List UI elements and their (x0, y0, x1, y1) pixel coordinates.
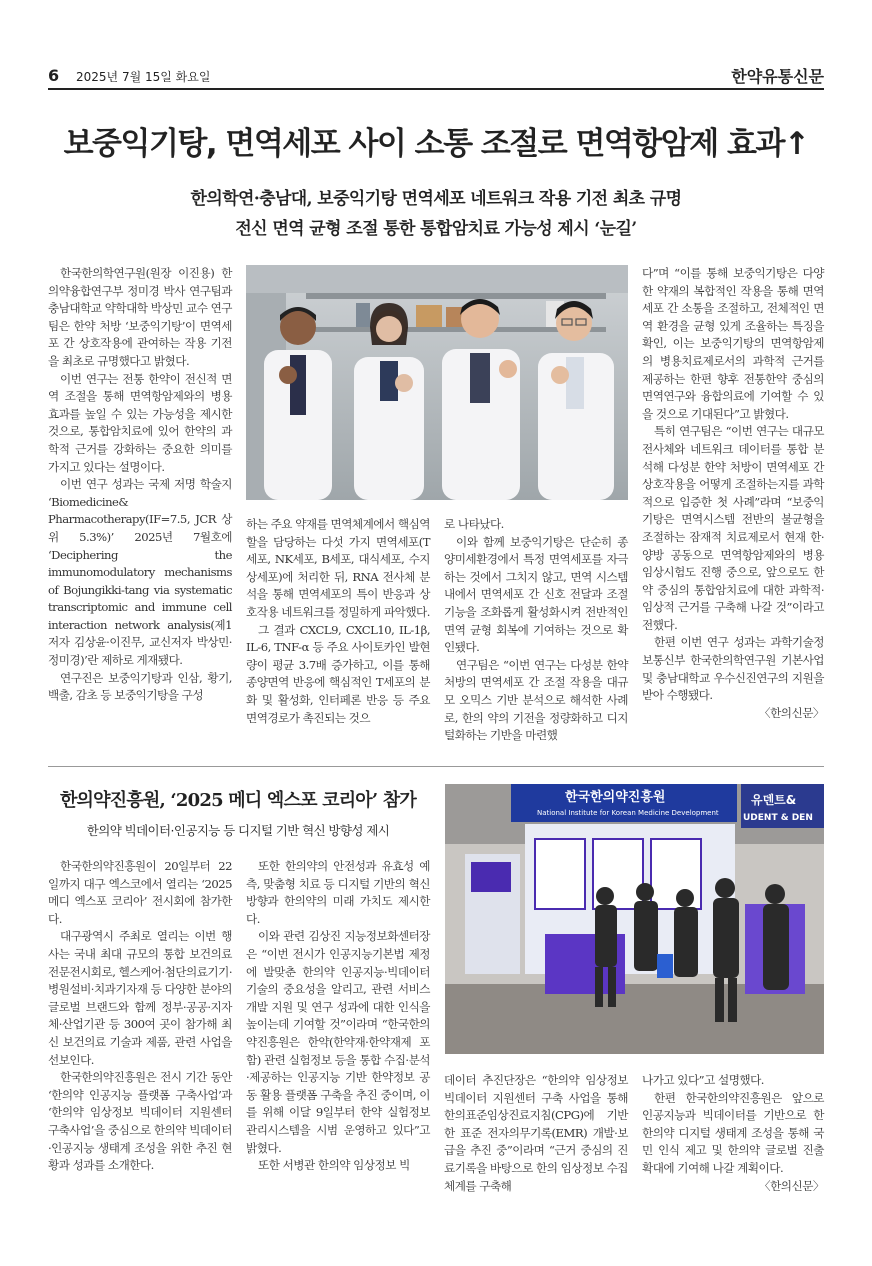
paragraph: 이번 연구는 전통 한약이 전신적 면역 조절을 통해 면역항암제와의 병용 효과를 높일 수 있는 가능성을 제시한 것으로, 통합암치료에 있어 한약의 과학적 근거를 강화하는 중요한 의미를 가지고 있다는 설명이다. (48, 371, 232, 474)
research-team-photo-illustration (246, 265, 628, 500)
paragraph: 한국한의약진흥원은 전시 기간 동안 ‘한의약 인공지능 플랫폼 구축사업’과 ‘한의약 임상정보 빅데이터 지원센터 구축사업’을 중심으로 한의약 빅데이터·인공지능 생태계 조성을 위한 추진 현황과 성과를 소개한다. (48, 1070, 232, 1173)
article2-column-1 (48, 858, 232, 1175)
paragraph: 다”며 “이를 통해 보중익기탕은 다양한 약재의 복합적인 작용을 통해 면역세포 간 소통을 조절하고, 전체적인 면역 환경을 균형 있게 조율하는 특징을 확인, 이는 보중익기탕의 면역항암제의 병용치료제로서의 과학적 근거를 제공하는 한편 향후 전통한약 중심의 면역연구와 융합의료에 기여할 수 있을 것으로 기대된다”고 밝혔다. (642, 266, 824, 421)
article1-column-1 (48, 265, 232, 705)
article2-column-2 (246, 858, 430, 1175)
article1-column-2 (246, 516, 430, 727)
booth-sign-en: National Institute for Korean Medicine Development (537, 809, 719, 817)
paragraph: 대구광역시 주최로 열리는 이번 행사는 국내 최대 규모의 통합 보건의료 전문전시회로, 헬스케어·첨단의료기기·병원설비·치과기자재 등 다양한 분야의 글로벌 브랜드와 함께 정부·공공·지자체·산업기관 등 300여 곳이 참가해 최신 보건의료 기술과 제품, 관련 사업을 선보인다. (48, 929, 232, 1067)
article1-column-4 (642, 265, 824, 722)
paragraph: 나가고 있다”고 설명했다. (642, 1073, 764, 1087)
page-number: 6 (48, 66, 60, 85)
side-sign-1: 유덴트& (751, 793, 797, 807)
article2-column-4 (642, 1072, 824, 1195)
paragraph: 또한 서병관 한의약 임상정보 빅 (258, 1158, 410, 1173)
article-divider (48, 766, 824, 767)
issue-date: 2025년 7월 15일 화요일 (76, 70, 211, 84)
paragraph: 한국한의학연구원(원장 이진용) 한의약융합연구부 정미경 박사 연구팀과 충남대학교 약학대학 박상민 교수 연구팀은 한약 처방 ‘보중익기탕’이 면역세포 간 상호작용에 관여하는 작용 기전을 최초로 규명했다고 밝혔다. (48, 266, 232, 368)
article2-headline: 한의약진흥원, ‘2025 메디 엑스포 코리아’ 참가 (59, 790, 417, 811)
paragraph: 이와 관련 김상진 지능정보화센터장은 “이번 전시가 인공지능기본법 제정에 발맞춘 한의약 인공지능·빅데이터 기술의 중요성을 알리고, 관련 서비스 개발 지원 및 연구 성과에 대한 인식을 높이는데 기여할 것”이라며 “한국한의약진흥원은 한약(한약재·한약재제 포함) 관련 실험정보 등을 통합 수집·분석·제공하는 인공지능 기반 한약정보 공동 활용 플랫폼 구축을 추진 중이며, 이를 위해 이달 9일부터 한약 실험정보 관리시스템을 시범 운영하고 있다”고 밝혔다. (246, 929, 430, 1155)
expo-booth-photo (445, 784, 824, 1054)
newspaper-brand: 한약유통신문 (731, 67, 824, 86)
paragraph: 연구팀은 “이번 연구는 다성분 한약 처방의 면역세포 간 조절 작용을 대규모 오믹스 기반 분석으로 해석한 사례로, 한의 약의 기전을 정량화하고 디지털화하는 기반을 마련했 (444, 657, 628, 743)
paragraph: 이번 연구 성과는 국제 저명 학술지 ‘Biomedicine& Pharmacotherapy(IF=7.5, JCR 상위 5.3%)’ 2025년 7월호에 ‘Deciphering the immunomodulatory mechanisms of Bojungikki-tang via systematic transcriptomic and immune cell interaction network analysis(제1저자 김상윤·이진무, 교신저자 박상민·정미경)’란 제하로 게재됐다. (48, 477, 232, 668)
article1-credit: 〈한의신문〉 (759, 705, 824, 720)
paragraph: 이와 함께 보중익기탕은 단순히 종양미세환경에서 특정 면역세포를 자극하는 것에서 그치지 않고, 면역 시스템 내에서 면역세포 간 신호 전달과 조절 기능을 조화롭게 활성화시켜 전반적인 면역 균형 회복에 기여하는 것으로 확인됐다. (444, 534, 628, 655)
paragraph: 데이터 추진단장은 “한의약 임상정보 빅데이터 지원센터 구축 사업을 통해 한의표준임상진료지침(CPG)에 기반한 표준 전자의무기록(EMR) 개발·보급을 추진 중”이라며 “근거 중심의 진료기록을 바탕으로 한의 임상정보 수집 체계를 구축해 (444, 1073, 628, 1193)
article1-subheadline-2: 전신 면역 균형 조절 통한 통합암치료 가능성 제시 ‘눈길’ (235, 219, 637, 239)
article1-subheadline-1: 한의학연·충남대, 보중익기탕 면역세포 네트워크 작용 기전 최초 규명 (190, 189, 682, 209)
article1-column-3 (444, 516, 628, 745)
paragraph: 연구진은 보중익기탕과 인삼, 황기, 백출, 감초 등 보중익기탕을 구성 (48, 670, 232, 703)
paragraph: 로 나타났다. (444, 517, 504, 531)
article2-credit: 〈한의신문〉 (759, 1178, 824, 1193)
paragraph: 한국한의약진흥원이 20일부터 22일까지 대구 엑스코에서 열리는 ‘2025 메디 엑스포 코리아’ 전시회에 참가한다. (48, 859, 232, 926)
booth-sign-kr: 한국한의약진흥원 (565, 790, 666, 805)
paragraph: 한편 이번 연구 성과는 과학기술정보통신부 한국한의학연구원 기본사업 및 충남대학교 우수신진연구의 지원을 받아 수행됐다. (642, 635, 824, 703)
research-team-photo (246, 265, 628, 500)
article1-headline: 보중익기탕, 면역세포 사이 소통 조절로 면역항암제 효과↑ (63, 126, 809, 162)
article2-column-3 (444, 1072, 628, 1195)
paragraph: 또한 한의약의 안전성과 유효성 예측, 맞춤형 치료 등 디지털 기반의 혁신 방향과 한의약의 미래 가치도 제시한다. (246, 859, 430, 926)
article2-subheadline: 한의약 빅데이터·인공지능 등 디지털 기반 혁신 방향성 제시 (86, 823, 390, 838)
paragraph: 하는 주요 약재를 면역체계에서 핵심역할을 담당하는 다섯 가지 면역세포(T세포, NK세포, B세포, 대식세포, 수지상세포)에 처리한 뒤, RNA 전사체 분석을 통해 면역세포의 특이 반응과 상호작용 네트워크를 정밀하게 파악했다. (246, 517, 430, 619)
paragraph: 특히 연구팀은 “이번 연구는 대규모 전사체와 네트워크 데이터를 통합 분석해 다성분 한약 처방이 면역세포 간 상호작용을 어떻게 조절하는지를 과학적으로 입증한 첫 사례”라며 “보중익기탕은 면역시스템 전반의 불균형을 조절하는 잠재적 치료제로서 현재 한·양방 공동으로 면역항암제와의 병용 임상시험도 진행 중으로, 앞으로도 한약 중심의 통합암치료에 대한 과학적·임상적 근거를 구축해 나갈 것”이라고 전했다. (642, 424, 824, 632)
paragraph: 그 결과 CXCL9, CXCL10, IL-1β, IL-6, TNF-α 등 주요 사이토카인 발현량이 평균 3.7배 증가하고, 이를 통해 종양면역 반응에 핵심적인 T세포의 분화 및 활성화, 인터페론 반응 등 주요 면역경로가 촉진되는 것으 (246, 622, 430, 725)
paragraph: 한편 한국한의약진흥원은 앞으로 인공지능과 빅데이터를 기반으로 한 한의약 디지털 생태계 조성을 통해 국민 인식 제고 및 한의약 글로벌 진출 확대에 기여해 나갈 계획이다. (642, 1090, 824, 1175)
expo-booth-photo-illustration (445, 784, 824, 1054)
header-rule (48, 88, 824, 90)
side-sign-2: UDENT & DEN (743, 813, 813, 823)
